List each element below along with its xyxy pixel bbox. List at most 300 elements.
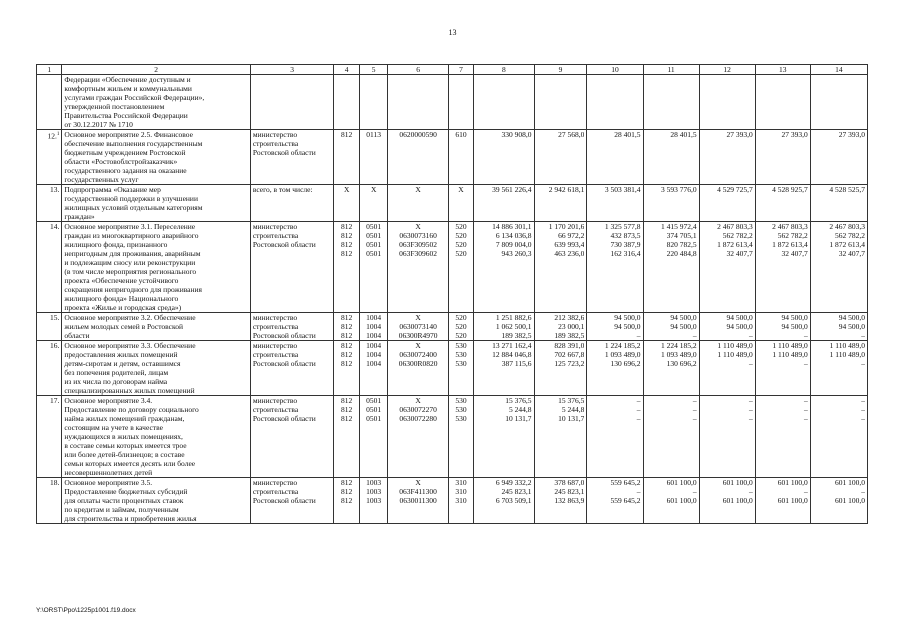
cell-col-5 xyxy=(359,222,388,313)
cell-col-10 xyxy=(587,185,643,222)
cell-col-7 xyxy=(448,185,473,222)
cell-value: – xyxy=(692,487,697,496)
cell-value: 1 325 577,8 xyxy=(604,222,641,231)
cell-value: – xyxy=(692,331,697,340)
table-row xyxy=(37,313,868,341)
cell-col-12 xyxy=(699,222,755,313)
cell-value: – xyxy=(804,359,808,368)
table-header-row xyxy=(37,65,868,75)
description-line: граждан» xyxy=(64,212,95,221)
cell-value: 520 xyxy=(455,240,467,249)
row-description xyxy=(62,75,250,130)
cell-value: 212 382,6 xyxy=(554,313,585,322)
cell-col-13 xyxy=(755,478,810,524)
cell-value: – xyxy=(692,414,697,423)
cell-value: 32 407,7 xyxy=(781,249,808,258)
description-line: семьи которых имеется десять или более xyxy=(64,459,196,468)
description-line: жильем молодых семей в Ростовской xyxy=(64,322,184,331)
description-line: детям-сиротам и детям, оставшимся xyxy=(64,359,181,368)
cell-value: 94 500,0 xyxy=(726,313,753,322)
cell-col-4 xyxy=(334,341,359,396)
cell-col-4 xyxy=(334,222,359,313)
cell-col-4 xyxy=(334,313,359,341)
cell-value: – xyxy=(748,396,753,405)
executor-line: Ростовской области xyxy=(252,496,316,505)
cell-value: 601 100,0 xyxy=(835,496,865,505)
cell-col-4 xyxy=(334,185,359,222)
description-line: Федерации «Обеспечение доступным и xyxy=(64,75,191,84)
cell-col-5 xyxy=(359,478,388,524)
cell-value: 601 100,0 xyxy=(722,478,753,487)
description-line: (в том числе мероприятия регионального xyxy=(64,267,197,276)
cell-col-13 xyxy=(755,185,810,222)
cell-value: – xyxy=(861,331,865,340)
cell-value: 39 561 226,4 xyxy=(492,185,532,194)
cell-value: – xyxy=(804,487,808,496)
cell-value: 463 236,0 xyxy=(554,249,585,258)
cell-value: 0113 xyxy=(366,130,382,139)
description-line: Основное мероприятие 3.1. Переселение xyxy=(64,222,196,231)
description-line: обеспечение выполнения государственным xyxy=(64,139,203,148)
cell-value: 812 xyxy=(341,341,353,350)
cell-value: 559 645,2 xyxy=(610,478,641,487)
cell-value: 0501 xyxy=(366,396,382,405)
description-line: Основное мероприятие 3.4. xyxy=(64,396,153,405)
cell-value: 1 093 489,0 xyxy=(660,350,697,359)
cell-value: 0630072280 xyxy=(399,414,437,423)
cell-value: 530 xyxy=(455,359,467,368)
description-line: Основное мероприятие 3.3. Обеспечение xyxy=(64,341,196,350)
description-line: государственного задания на оказание xyxy=(64,166,187,175)
executor-line: министерство xyxy=(252,478,298,487)
cell-col-9 xyxy=(534,396,587,478)
cell-value: 3 503 381,4 xyxy=(604,185,641,194)
cell-value: 130 696,2 xyxy=(666,359,697,368)
cell-col-4 xyxy=(334,396,359,478)
table-row xyxy=(37,341,868,396)
description-line: комфортным жильем и коммунальными xyxy=(64,84,192,93)
cell-value: 94 500,0 xyxy=(670,313,697,322)
description-line: Основное мероприятие 3.2. Обеспечение xyxy=(64,313,196,322)
cell-col-6 xyxy=(388,396,448,478)
cell-value: 12 884 046,8 xyxy=(492,350,532,359)
cell-value: 812 xyxy=(341,496,353,505)
description-line: состоящим на учете в качестве xyxy=(64,423,163,432)
cell-col-14 xyxy=(810,396,867,478)
cell-value: 1 062 500,1 xyxy=(495,322,532,331)
column-header-2: 2 xyxy=(62,65,250,75)
cell-value: 828 391,0 xyxy=(554,341,585,350)
cell-value: 0501 xyxy=(366,231,382,240)
cell-value: 32 407,7 xyxy=(726,249,753,258)
column-header-13: 13 xyxy=(755,65,810,75)
cell-value: 14 886 301,1 xyxy=(492,222,532,231)
column-header-14: 14 xyxy=(810,65,867,75)
column-header-8: 8 xyxy=(474,65,534,75)
cell-col-11 xyxy=(643,396,699,478)
cell-value: 378 687,0 xyxy=(554,478,585,487)
row-number-text: 12. xyxy=(47,131,57,141)
cell-value: 0630073140 xyxy=(399,322,437,331)
executor-line: министерство xyxy=(252,341,298,350)
cell-col-6 xyxy=(388,222,448,313)
cell-value: 7 809 004,0 xyxy=(495,240,532,249)
cell-value: 2 467 803,3 xyxy=(772,222,808,231)
cell-value: 1003 xyxy=(366,478,382,487)
cell-value: 0620000590 xyxy=(399,130,437,139)
cell-col-11 xyxy=(643,313,699,341)
row-executor xyxy=(250,130,334,185)
cell-value: – xyxy=(804,396,808,405)
cell-value: 520 xyxy=(455,322,467,331)
row-number-text: 14. xyxy=(50,222,60,231)
row-description xyxy=(62,341,250,396)
cell-value: 1 251 882,6 xyxy=(495,313,532,322)
cell-value: 130 696,2 xyxy=(610,359,641,368)
row-number xyxy=(37,341,62,396)
description-line: проекта «Обеспечение устойчивого xyxy=(64,276,179,285)
description-line: Подпрограмма «Оказание мер xyxy=(64,185,161,194)
cell-value: 812 xyxy=(341,396,353,405)
cell-value: 730 387,9 xyxy=(610,240,641,249)
cell-value: – xyxy=(861,405,865,414)
row-description xyxy=(62,130,250,185)
cell-value: 2 942 618,1 xyxy=(548,185,585,194)
executor-line: строительства xyxy=(252,231,299,240)
description-line: сокращения непригодного для проживания xyxy=(64,285,202,294)
cell-col-7 xyxy=(448,222,473,313)
column-header-7: 7 xyxy=(448,65,473,75)
cell-col-6 xyxy=(388,341,448,396)
cell-col-9 xyxy=(534,313,587,341)
cell-value: Х xyxy=(415,222,421,231)
cell-value: 310 xyxy=(455,496,467,505)
cell-value: – xyxy=(636,405,641,414)
executor-line: министерство xyxy=(252,313,298,322)
executor-line: всего, в том числе: xyxy=(252,185,313,194)
cell-value: 27 393,0 xyxy=(838,130,865,139)
description-line: для строительства и приобретения жилья xyxy=(64,514,197,523)
cell-value: 601 100,0 xyxy=(666,478,697,487)
cell-value: – xyxy=(636,331,641,340)
cell-col-4 xyxy=(334,130,359,185)
description-line: нуждающихся в жилых помещениях, xyxy=(64,432,183,441)
cell-value: 639 993,4 xyxy=(554,240,585,249)
cell-col-12 xyxy=(699,396,755,478)
cell-value: 94 500,0 xyxy=(726,322,753,331)
cell-col-4 xyxy=(334,478,359,524)
cell-value: 820 782,5 xyxy=(666,240,697,249)
cell-col-11 xyxy=(643,478,699,524)
cell-col-7 xyxy=(448,478,473,524)
cell-col-9 xyxy=(534,222,587,313)
row-executor xyxy=(250,341,334,396)
executor-line: строительства xyxy=(252,487,299,496)
cell-value: – xyxy=(636,396,641,405)
cell-value: 1 110 489,0 xyxy=(717,350,753,359)
cell-col-10 xyxy=(587,75,643,130)
cell-col-5 xyxy=(359,75,388,130)
table-row xyxy=(37,396,868,478)
cell-col-12 xyxy=(699,478,755,524)
row-executor xyxy=(250,478,334,524)
cell-value: – xyxy=(636,414,641,423)
cell-value: 812 xyxy=(341,350,353,359)
cell-col-13 xyxy=(755,341,810,396)
cell-col-11 xyxy=(643,185,699,222)
cell-value: 132 863,9 xyxy=(554,496,585,505)
row-executor xyxy=(250,75,334,130)
row-number xyxy=(37,396,62,478)
cell-value: 27 568,0 xyxy=(558,130,585,139)
cell-col-9 xyxy=(534,185,587,222)
column-header-10: 10 xyxy=(587,65,643,75)
row-executor xyxy=(250,222,334,313)
cell-col-9 xyxy=(534,478,587,524)
table-row xyxy=(37,185,868,222)
description-line: области xyxy=(64,331,90,340)
description-line: по кредитам и займам, полученным xyxy=(64,505,179,514)
column-header-11: 11 xyxy=(643,65,699,75)
column-header-5: 5 xyxy=(359,65,388,75)
cell-value: 1 224 185,2 xyxy=(660,341,697,350)
cell-value: 1 093 489,0 xyxy=(604,350,641,359)
cell-value: – xyxy=(804,405,808,414)
cell-value: Х xyxy=(415,396,421,405)
cell-value: 530 xyxy=(455,396,467,405)
row-number-superscript: 1 xyxy=(56,132,60,137)
cell-value: 812 xyxy=(341,231,353,240)
cell-value: 6 703 509,1 xyxy=(495,496,532,505)
cell-col-9 xyxy=(534,130,587,185)
cell-value: 06300R0820 xyxy=(398,359,438,368)
cell-value: 812 xyxy=(341,130,353,139)
cell-col-12 xyxy=(699,341,755,396)
column-header-1: 1 xyxy=(37,65,62,75)
cell-value: 220 484,8 xyxy=(666,249,697,258)
cell-col-8 xyxy=(474,222,534,313)
cell-value: 94 500,0 xyxy=(781,322,808,331)
description-line: из их числа по договорам найма xyxy=(64,377,168,386)
cell-value: 1003 xyxy=(366,487,382,496)
cell-value: 432 873,5 xyxy=(610,231,641,240)
cell-col-6 xyxy=(388,478,448,524)
table-row xyxy=(37,478,868,524)
cell-value: 1 110 489,0 xyxy=(772,350,808,359)
description-line: от 30.12.2017 № 1710 xyxy=(64,120,133,129)
cell-value: 1004 xyxy=(366,350,382,359)
cell-col-5 xyxy=(359,130,388,185)
cell-col-10 xyxy=(587,341,643,396)
cell-col-5 xyxy=(359,341,388,396)
cell-value: 1004 xyxy=(366,322,382,331)
executor-line: строительства xyxy=(252,405,299,414)
cell-value: – xyxy=(748,331,753,340)
cell-value: 32 407,7 xyxy=(838,249,865,258)
description-line: Предоставление по договору социального xyxy=(64,405,199,414)
cell-col-13 xyxy=(755,130,810,185)
cell-value: 812 xyxy=(341,249,353,258)
row-number-text: 18. xyxy=(50,478,60,487)
executor-line: министерство xyxy=(252,396,298,405)
row-description xyxy=(62,478,250,524)
cell-value: 812 xyxy=(341,222,353,231)
cell-value: Х xyxy=(415,478,421,487)
cell-value: 1 170 201,6 xyxy=(548,222,585,231)
cell-col-12 xyxy=(699,185,755,222)
cell-col-14 xyxy=(810,222,867,313)
description-line: Предоставление бюджетных субсидий xyxy=(64,487,188,496)
cell-col-13 xyxy=(755,75,810,130)
cell-value: 10 131,7 xyxy=(505,414,532,423)
cell-value: 1 224 185,2 xyxy=(604,341,641,350)
row-executor xyxy=(250,313,334,341)
row-description xyxy=(62,222,250,313)
cell-value: 1 110 489,0 xyxy=(829,341,865,350)
description-line: жилищных условий отдельным категориям xyxy=(64,203,203,212)
cell-value: 310 xyxy=(455,487,467,496)
executor-line: Ростовской области xyxy=(252,331,316,340)
row-number xyxy=(37,478,62,524)
cell-value: – xyxy=(861,396,865,405)
description-line: предоставления жилых помещений xyxy=(64,350,178,359)
cell-value: 1 872 613,4 xyxy=(717,240,753,249)
row-number xyxy=(37,313,62,341)
cell-value: – xyxy=(748,414,753,423)
cell-col-7 xyxy=(448,130,473,185)
row-executor xyxy=(250,185,334,222)
cell-value: 0630072270 xyxy=(399,405,437,414)
description-line: государственной поддержки в улучшении xyxy=(64,194,198,203)
description-line: Основное мероприятие 3.5. xyxy=(64,478,153,487)
cell-col-11 xyxy=(643,75,699,130)
cell-value: 520 xyxy=(455,313,467,322)
cell-value: 063F411300 xyxy=(399,487,437,496)
row-description xyxy=(62,313,250,341)
cell-value: 27 393,0 xyxy=(781,130,808,139)
cell-col-13 xyxy=(755,222,810,313)
cell-value: 601 100,0 xyxy=(722,496,753,505)
cell-value: 0501 xyxy=(366,249,382,258)
cell-value: 0630011300 xyxy=(399,496,437,505)
cell-value: – xyxy=(748,359,753,368)
cell-value: 812 xyxy=(341,478,353,487)
executor-line: Ростовской области xyxy=(252,148,316,157)
cell-value: 562 782,2 xyxy=(835,231,865,240)
cell-value: 06300R4970 xyxy=(398,331,438,340)
cell-col-6 xyxy=(388,313,448,341)
row-description xyxy=(62,396,250,478)
cell-value: – xyxy=(804,414,808,423)
cell-col-5 xyxy=(359,313,388,341)
row-number-text: 17. xyxy=(50,396,60,405)
cell-value: 601 100,0 xyxy=(835,478,865,487)
row-number xyxy=(37,185,62,222)
table-row xyxy=(37,222,868,313)
row-number-text: 16. xyxy=(50,341,60,350)
description-line: бюджетным учреждением Ростовской xyxy=(64,148,186,157)
cell-col-8 xyxy=(474,341,534,396)
cell-col-14 xyxy=(810,478,867,524)
cell-value: 5 244,8 xyxy=(561,405,585,414)
description-line: в составе семьи которых имеется трое xyxy=(64,441,187,450)
cell-value: 812 xyxy=(341,331,353,340)
executor-line: строительства xyxy=(252,350,299,359)
cell-value: 0501 xyxy=(366,222,382,231)
cell-value: 943 260,3 xyxy=(501,249,532,258)
executor-line: Ростовской области xyxy=(252,414,316,423)
cell-col-12 xyxy=(699,130,755,185)
cell-value: 530 xyxy=(455,350,467,359)
description-line: государственных услуг xyxy=(64,175,139,184)
cell-value: 1 110 489,0 xyxy=(829,350,865,359)
cell-value: 1 415 972,4 xyxy=(660,222,697,231)
cell-value: 28 401,5 xyxy=(670,130,697,139)
cell-value: 530 xyxy=(455,414,467,423)
cell-col-8 xyxy=(474,130,534,185)
executor-line: министерство xyxy=(252,130,298,139)
description-line: жилищного фонда, признанного xyxy=(64,240,168,249)
cell-value: – xyxy=(861,359,865,368)
cell-value: 374 705,1 xyxy=(666,231,697,240)
cell-value: 125 723,2 xyxy=(554,359,585,368)
cell-col-8 xyxy=(474,313,534,341)
cell-value: 94 500,0 xyxy=(670,322,697,331)
cell-value: 23 000,1 xyxy=(558,322,585,331)
cell-col-5 xyxy=(359,185,388,222)
cell-value: 27 393,0 xyxy=(726,130,753,139)
cell-value: – xyxy=(636,487,641,496)
cell-value: 1 872 613,4 xyxy=(829,240,865,249)
table-row xyxy=(37,75,868,130)
description-line: или более детей-близнецов; в составе xyxy=(64,450,185,459)
cell-col-14 xyxy=(810,130,867,185)
description-line: проекта «Жилье и городская среда») xyxy=(64,303,182,312)
cell-col-10 xyxy=(587,222,643,313)
cell-value: 6 949 332,2 xyxy=(495,478,532,487)
column-header-6: 6 xyxy=(388,65,448,75)
cell-value: 812 xyxy=(341,313,353,322)
cell-value: 3 593 776,0 xyxy=(660,185,697,194)
description-line: Правительства Российской Федерации xyxy=(64,111,188,120)
cell-col-7 xyxy=(448,396,473,478)
cell-col-7 xyxy=(448,313,473,341)
cell-value: 10 131,7 xyxy=(558,414,585,423)
description-line: Основное мероприятие 2.5. Финансовое xyxy=(64,130,193,139)
cell-col-8 xyxy=(474,185,534,222)
cell-value: 1004 xyxy=(366,313,382,322)
row-number-text: 13. xyxy=(50,185,60,194)
cell-value: 1003 xyxy=(366,496,382,505)
cell-col-7 xyxy=(448,341,473,396)
cell-value: 1004 xyxy=(366,331,382,340)
cell-value: 162 316,4 xyxy=(610,249,641,258)
row-number xyxy=(37,222,62,313)
cell-value: Х xyxy=(343,185,350,194)
cell-col-6 xyxy=(388,75,448,130)
cell-col-14 xyxy=(810,75,867,130)
cell-value: 66 972,2 xyxy=(558,231,585,240)
cell-value: Х xyxy=(415,185,421,194)
cell-value: 0630072400 xyxy=(399,350,437,359)
cell-col-4 xyxy=(334,75,359,130)
cell-col-14 xyxy=(810,313,867,341)
cell-value: – xyxy=(861,487,865,496)
cell-value: – xyxy=(692,396,697,405)
cell-value: 245 823,1 xyxy=(501,487,532,496)
cell-value: – xyxy=(692,405,697,414)
cell-col-11 xyxy=(643,222,699,313)
